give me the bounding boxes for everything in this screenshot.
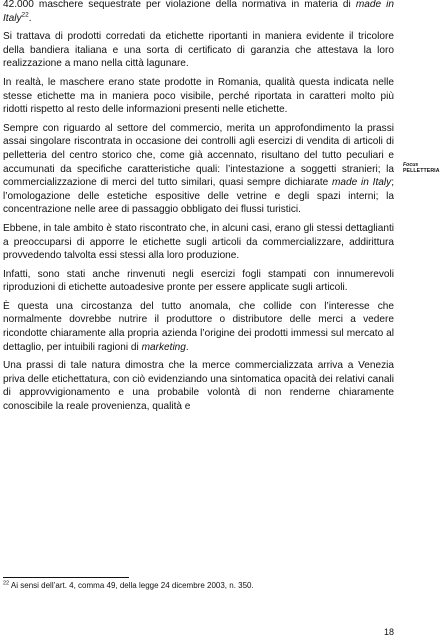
paragraph [3, 300, 394, 354]
paragraph: In realtà, le maschere erano state prodotte in Romania, qualità questa indicata nelle stesse etichette ma in maniera poco visibile, perché riportata in caratteri molto più ridotti rispetto al resto delle informazioni presenti nelle etichette. [3, 76, 394, 116]
paragraph: Infatti, sono stati anche rinvenuti negli esercizi fogli stampati con innumerevoli riproduzioni di etichette autoadesive pronte per essere applicate sugli articoli. [3, 268, 394, 294]
emphasis-text: made in Italy [332, 177, 392, 189]
paragraph-text: . [28, 12, 32, 24]
paragraph [3, 0, 394, 25]
paragraph [3, 122, 394, 217]
footnote-divider [3, 577, 129, 578]
paragraph-text: Sempre con riguardo al settore del commercio, merita un approfondimento la prassi assai singolare riscontrata in occasione dei controlli agli esercizi di vendita di articoli di pelletteria del centro storico che, come già accennato, risultano del tutto peculiari e accumunati da specifiche caratteristiche quali: l’intestazione a soggetti stranieri; la commercializzazione di merci del tutto similari, quasi sempre dichiarate [3, 122, 394, 189]
footnote-reference[interactable]: 22 [21, 11, 29, 19]
body-text [3, 0, 394, 419]
footnote [3, 581, 394, 591]
paragraph-text: 42.000 maschere sequestrate per violazione della normativa in materia di [3, 0, 356, 10]
margin-note-topic: PELLETTERIA [403, 168, 440, 175]
footnote-text: Ai sensi dell’art. 4, comma 49, della legge 24 dicembre 2003, n. 350. [9, 581, 254, 590]
emphasis-text: marketing [141, 341, 186, 353]
paragraph: Si trattava di prodotti corredati da etichette riportanti in maniera evidente il tricolore della bandiera italiana e una sorta di certificato di garanzia che attestava la loro realizzazione a mano nella città lagunare. [3, 31, 394, 70]
paragraph-text: È questa una circostanza del tutto anomala, che collide con l’interesse che normalmente dovrebbe nutrire il produttore o distributore delle merci a vedere ricondotte chiaramente alla propria azienda l’origine dei prodotti immessi sul mercato al dettaglio, per intuibili ragioni di [3, 300, 394, 353]
margin-note-label: Focus [403, 162, 419, 168]
paragraph: Una prassi di tale natura dimostra che la merce commercializzata arriva a Venezia priva delle etichettatura, con ciò evidenziando una sintomatica opacità dei relativi canali di approvvigionamento e una probabile volontà di non renderne chiaramente conoscibile la reale provenienza, qualità e [3, 360, 394, 413]
paragraph-text: ; l’omologazione delle estetiche espositive delle vetrine e degli spazi interni; la concentrazione nelle aree di passaggio obbligato dei flussi turistici. [3, 177, 394, 216]
margin-note [403, 162, 443, 175]
page-number: 18 [383, 627, 394, 637]
footnote-number: 22 [3, 580, 10, 587]
emphasis-text: made in Italy [3, 0, 394, 24]
paragraph: Ebbene, in tale ambito è stato riscontrato che, in alcuni casi, erano gli stessi dettaglianti a preoccuparsi di apporre le etichette sugli articoli da commercializzare, addirittura provvedendo talvolta essi stessi alla loro produzione. [3, 222, 394, 262]
paragraph-text: . [185, 341, 189, 353]
